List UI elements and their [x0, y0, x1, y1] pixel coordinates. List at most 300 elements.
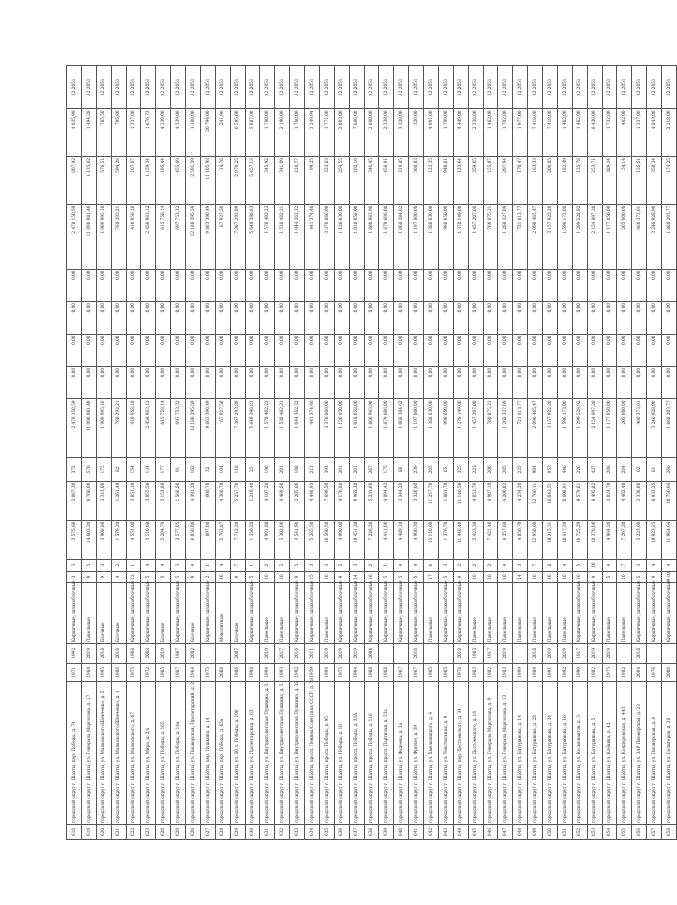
table-cell: 628 — [156, 824, 171, 839]
table-cell: 0,00 — [81, 334, 96, 366]
table-cell: 3 157 922,20 — [543, 399, 558, 457]
table-cell: 0,00 — [528, 269, 543, 301]
table-cell: 11 105,98 — [200, 157, 215, 205]
table-cell: 2 154 897,20 — [587, 399, 602, 457]
table-cell: 5 — [290, 559, 305, 571]
table-cell: 0,00 — [424, 302, 439, 334]
table-cell: городской округ г. Шахты, ул. Генерала Маргелова, д. 9 — [483, 681, 498, 824]
table-cell: 1 879 606,00 — [379, 204, 394, 269]
table-cell: 0,00 — [394, 334, 409, 366]
table-cell: 10 — [275, 571, 290, 583]
table-cell — [215, 644, 230, 663]
table-cell: Кирпичные, шлакоблочные — [379, 583, 394, 644]
table-cell: 0,00 — [230, 269, 245, 301]
table-cell: 12 — [126, 571, 141, 583]
table-cell: 1982 — [483, 663, 498, 681]
table-cell: Кирпичные, шлакоблочные — [587, 583, 602, 644]
table-cell: городской округ г. Шахты, ул. Селигеров, д. 28 — [662, 681, 677, 824]
table-cell: 12.2051 — [572, 66, 587, 109]
table-cell: Панельные — [81, 583, 96, 644]
table-row — [305, 66, 320, 840]
table-cell: Кирпичные, шлакоблочные — [453, 583, 468, 644]
table-cell: 345,92 — [260, 157, 275, 205]
table-cell: 1 108,00 — [186, 109, 201, 157]
table-cell: 0,00 — [230, 302, 245, 334]
table-cell: 8 495,82 — [587, 481, 602, 520]
table-cell: 1 159,34 — [141, 157, 156, 205]
table-cell: 205 — [498, 457, 513, 481]
table-cell: 1 578 402,23 — [260, 204, 275, 269]
table-cell: 4 — [215, 559, 230, 571]
table-cell: городской округ г. Шахты, пер. Пушкина, д. 14 — [200, 681, 215, 824]
table-cell: 460 373,01 — [632, 204, 647, 269]
table-cell: 2 — [260, 559, 275, 571]
table-row — [632, 66, 647, 840]
table-cell: 0,00 — [67, 334, 82, 366]
table-cell: 0,00 — [424, 367, 439, 399]
table-cell: 0,00 — [632, 269, 647, 301]
table-cell: Блочные — [111, 583, 126, 644]
table-cell: Панельные — [557, 583, 572, 644]
table-cell: 2004 — [364, 644, 379, 663]
table-cell: 1992 — [290, 663, 305, 681]
table-cell: 4 — [647, 559, 662, 571]
table-cell: Монолитные — [215, 583, 230, 644]
table-cell: Блочные — [156, 583, 171, 644]
table-cell: 284 — [617, 457, 632, 481]
table-cell: 807,92 — [67, 157, 82, 205]
table-cell: 0,00 — [647, 334, 662, 366]
table-cell: городской округ г. Шахты, ул. Мира, д. 2/а — [141, 681, 156, 824]
table-cell: 12.2051 — [587, 66, 602, 109]
table-cell: 0,00 — [171, 367, 186, 399]
table-cell: 155,07 — [483, 157, 498, 205]
table-cell: 0,00 — [171, 269, 186, 301]
table-cell: 0,00 — [81, 367, 96, 399]
table-cell: 5 294,70 — [156, 520, 171, 559]
table-cell: 0,00 — [111, 269, 126, 301]
table-cell: 201 — [334, 457, 349, 481]
table-cell: 1992 — [557, 663, 572, 681]
table-cell: Кирпичные, шлакоблочные — [141, 583, 156, 644]
table-cell: 0,00 — [319, 269, 334, 301]
table-cell: 3 — [513, 559, 528, 571]
table-row — [498, 66, 513, 840]
table-cell: 0,00 — [364, 302, 379, 334]
table-cell: 2017 — [275, 644, 290, 663]
table-cell: 12.2051 — [245, 66, 260, 109]
table-cell: 7 367 293,89 — [230, 399, 245, 457]
table-cell: 1965 — [156, 663, 171, 681]
table-cell: 0,00 — [245, 269, 260, 301]
table-cell: 6 595,00 — [230, 109, 245, 157]
table-cell: 5 — [275, 559, 290, 571]
table-cell: 5 302,00 — [275, 520, 290, 559]
table-cell: 0,00 — [349, 367, 364, 399]
table-cell: городской округ г. Шахты, просп. Победы, д. 116 — [364, 681, 379, 824]
table-cell: городской округ г. Шахты, ул. Батуринова, д. 5 — [587, 681, 602, 824]
table-cell: 0,00 — [126, 367, 141, 399]
table-cell: 14 603,20 — [81, 520, 96, 559]
table-cell: 16 — [364, 571, 379, 583]
table-cell: 768 292,21 — [111, 204, 126, 269]
table-cell: 2 003,00 — [334, 109, 349, 157]
table-cell: 1 538 482,21 — [275, 399, 290, 457]
table-cell: 998 650,00 — [438, 399, 453, 457]
table-cell: 2 — [111, 559, 126, 571]
table-cell: 760 875,21 — [483, 204, 498, 269]
table-cell: 0,00 — [111, 302, 126, 334]
table-cell: 1 494,28 — [81, 109, 96, 157]
table-cell: 389,34 — [602, 157, 617, 205]
table-cell: 4 — [111, 571, 126, 583]
table-cell: Блочные — [96, 583, 111, 644]
table-cell: 1 388 630,00 — [424, 204, 439, 269]
table-cell: 2004 — [632, 663, 647, 681]
table-cell: 12.2051 — [513, 66, 528, 109]
table-cell: Кирпичные, шлакоблочные — [290, 583, 305, 644]
table-cell: 4 469,50 — [275, 481, 290, 520]
table-cell: 86 — [394, 457, 409, 481]
table-cell: Кирпичные, шлакоблочные — [632, 583, 647, 644]
table-row — [245, 66, 260, 840]
table-cell: 12.2051 — [468, 66, 483, 109]
table-cell: 10 — [617, 571, 632, 583]
table-row — [409, 66, 424, 840]
table-cell: 697 753,32 — [171, 204, 186, 269]
table-cell: 1 337,00 — [632, 109, 647, 157]
table-cell: 1 018 058,00 — [349, 204, 364, 269]
table-cell: 241,96 — [215, 109, 230, 157]
table-cell: 2019 — [349, 644, 364, 663]
table-cell: 12.2051 — [200, 66, 215, 109]
table-cell: 12.2051 — [647, 66, 662, 109]
table-cell: 5 649 396,83 — [245, 399, 260, 457]
table-cell: 0,00 — [81, 269, 96, 301]
table-cell: 623 — [141, 824, 156, 839]
table-cell: 629 — [230, 824, 245, 839]
table-cell: городской округ г. Шахты, ул. Пролетарская, д. 63 — [245, 681, 260, 824]
table-cell: Панельные — [528, 583, 543, 644]
table-cell: 6 050,00 — [186, 520, 201, 559]
table-cell: 0,00 — [409, 367, 424, 399]
table-cell: 1998 — [245, 663, 260, 681]
table-cell: 0,00 — [483, 334, 498, 366]
table-cell: 359,65 — [468, 157, 483, 205]
table-row — [290, 66, 305, 840]
table-cell: 11 090 981,40 — [81, 204, 96, 269]
table-cell: 0,00 — [141, 269, 156, 301]
table-cell: 0,00 — [647, 302, 662, 334]
table-cell: 1994 — [319, 663, 334, 681]
table-cell: 0,00 — [334, 269, 349, 301]
table-cell: городской округ г. Шахты, ул. Маяковского, д. 67 — [126, 681, 141, 824]
table-cell: 634 — [305, 824, 320, 839]
table-cell: 1 462,00 — [483, 109, 498, 157]
table-cell: 446 — [557, 457, 572, 481]
table-cell: 62 — [632, 457, 647, 481]
table-cell: Панельные — [483, 583, 498, 644]
table-cell: 4 449,00 — [453, 109, 468, 157]
table-cell: 0,00 — [498, 334, 513, 366]
table-cell: 3 — [96, 559, 111, 571]
table-cell: 2 338,00 — [379, 109, 394, 157]
table-cell: 12.2051 — [260, 66, 275, 109]
table-cell: 619 — [81, 824, 96, 839]
table-cell: 0,00 — [513, 334, 528, 366]
table-cell: 632 — [275, 824, 290, 839]
table-cell: 7 418,00 — [528, 109, 543, 157]
table-cell: 1 061,70 — [438, 481, 453, 520]
table-cell: 0,00 — [572, 367, 587, 399]
table-row — [215, 66, 230, 840]
table-cell: 1982 — [617, 663, 632, 681]
table-cell: 631 — [260, 824, 275, 839]
table-cell: городской округ г. Шахты, ул. Внутрисоветская Пушкина, д. 5 — [275, 681, 290, 824]
table-cell: 3 320,00 — [409, 481, 424, 520]
table-cell: 0,00 — [587, 367, 602, 399]
table-cell: 0,00 — [379, 302, 394, 334]
table-cell: 4 035,99 — [67, 109, 82, 157]
table-cell: 11 446,40 — [453, 520, 468, 559]
table-row — [662, 66, 677, 840]
table-cell: 0,00 — [171, 334, 186, 366]
table-cell: 441 374,46 — [305, 399, 320, 457]
table-cell: 1994 — [349, 663, 364, 681]
table-cell: 210,77 — [290, 157, 305, 205]
table-cell: 67 927,50 — [215, 204, 230, 269]
table-cell: 4 446,93 — [305, 481, 320, 520]
table-cell: 12 180 395,59 — [186, 204, 201, 269]
table-cell: городской округ г. Шахты, ул. Победы, д. 14а — [171, 681, 186, 824]
table-cell: 646 — [483, 824, 498, 839]
table-cell: 3 — [67, 559, 82, 571]
table-row — [394, 66, 409, 840]
table-cell: 0,00 — [319, 302, 334, 334]
table-cell: 1994 — [260, 663, 275, 681]
table-cell: 10 923,25 — [647, 520, 662, 559]
table-cell: 2018 — [111, 644, 126, 663]
table-cell: 2006 — [662, 663, 677, 681]
table-cell: 5 — [334, 559, 349, 571]
table-row — [602, 66, 617, 840]
table-cell: 0,00 — [468, 269, 483, 301]
table-cell: 427 — [587, 457, 602, 481]
table-cell: 2008 — [215, 663, 230, 681]
table-cell: 10 — [468, 571, 483, 583]
table-cell: городской округ г. Шахты, ул. Батуринова, д. 28 — [528, 681, 543, 824]
table-cell: 4 551,00 — [126, 520, 141, 559]
table-cell: 4 — [662, 559, 677, 571]
table-cell: 5 — [379, 571, 394, 583]
table-cell: 7 699,50 — [319, 481, 334, 520]
table-cell: 1 538 482,21 — [275, 204, 290, 269]
table-cell: 0,00 — [290, 334, 305, 366]
table-cell: 0,00 — [602, 269, 617, 301]
table-cell: 1 732,00 — [602, 109, 617, 157]
table-cell: 12.2051 — [215, 66, 230, 109]
table-cell: 1971 — [67, 663, 82, 681]
table-cell: 2018 — [96, 644, 111, 663]
table-cell: 0,00 — [587, 302, 602, 334]
table-cell: 10 — [543, 571, 558, 583]
table-cell: Кирпичные, шлакоблочные — [394, 583, 409, 644]
table-cell: 3 205,60 — [290, 481, 305, 520]
table-cell: 649 — [528, 824, 543, 839]
table-cell: 622 — [126, 824, 141, 839]
table-cell: городской округ г. Шахты, ул. Пионерская, д. 6 — [647, 681, 662, 824]
table-cell: 2018 — [632, 644, 647, 663]
table-cell: 0,00 — [632, 367, 647, 399]
table-cell: 0,00 — [156, 334, 171, 366]
table-cell: 639 — [379, 824, 394, 839]
table-cell: 226 — [572, 457, 587, 481]
table-cell: 11 257,70 — [424, 481, 439, 520]
table-cell: 1 868 203,77 — [662, 204, 677, 269]
table-cell: 652 — [572, 824, 587, 839]
table-cell: 0,00 — [334, 367, 349, 399]
table-cell: 1 868 203,77 — [662, 399, 677, 457]
table-cell: 1 299 528,92 — [572, 204, 587, 269]
table-cell: 5 — [394, 571, 409, 583]
table-cell: 10 — [557, 571, 572, 583]
table-cell: 5 — [632, 571, 647, 583]
table-cell: Панельные — [543, 583, 558, 644]
table-cell: 67 927,50 — [215, 399, 230, 457]
table-cell: 0,00 — [260, 367, 275, 399]
table-cell: 0,00 — [319, 367, 334, 399]
table-cell: 1 — [200, 559, 215, 571]
table-cell: 11 146,50 — [453, 481, 468, 520]
table-cell: 5 — [245, 571, 260, 583]
table-cell: 1 799,00 — [438, 109, 453, 157]
table-cell: 1 596 173,00 — [557, 204, 572, 269]
table-cell: 0,00 — [647, 269, 662, 301]
table-cell: 0,00 — [215, 269, 230, 301]
table-cell: 0,00 — [230, 367, 245, 399]
table-cell: 620 — [96, 824, 111, 839]
table-cell: 0,00 — [260, 269, 275, 301]
table-cell: 0,00 — [349, 302, 364, 334]
table-cell: 0,00 — [409, 334, 424, 366]
table-cell: 15 — [305, 571, 320, 583]
table-cell: 647 — [498, 824, 513, 839]
table-cell: 1976 — [647, 663, 662, 681]
table-cell: 1 135,62 — [81, 157, 96, 205]
table-cell: 0,00 — [513, 367, 528, 399]
table-cell: 108 — [290, 457, 305, 481]
table-cell: 5 223,60 — [632, 520, 647, 559]
table-cell: 3 330,00 — [632, 481, 647, 520]
table-cell: 1999 — [513, 663, 528, 681]
table-cell: 0,00 — [111, 334, 126, 366]
table-cell: 5 457,13 — [245, 157, 260, 205]
table-cell: Блочные — [186, 583, 201, 644]
table-cell: 12.2051 — [394, 66, 409, 109]
table-cell: городской округ г. Шахты, ул. Генерала Маргелова, д. 13 — [498, 681, 513, 824]
table-cell: 3 024,70 — [602, 481, 617, 520]
table-cell: 0,00 — [483, 302, 498, 334]
table-cell: 2008 — [141, 644, 156, 663]
table-cell: 2016 — [290, 644, 305, 663]
table-cell: городской округ г. Шахты, пер. Победы, д. 74 — [67, 681, 82, 824]
table-cell: 460 373,01 — [632, 399, 647, 457]
table-row — [319, 66, 334, 840]
table-cell: 1 197 800,00 — [409, 204, 424, 269]
table-cell: 104 — [215, 457, 230, 481]
table-cell: 2002 — [186, 644, 201, 663]
table-cell: 10 417,30 — [557, 520, 572, 559]
table-cell: 1989 — [528, 663, 543, 681]
table-cell: 183,49 — [557, 157, 572, 205]
table-cell — [379, 644, 394, 663]
table-cell: 0,00 — [557, 334, 572, 366]
table-cell: городской округ г. Шахты, просп. Победы, д. 33А — [349, 681, 364, 824]
table-row — [126, 66, 141, 840]
table-cell: 206 — [483, 457, 498, 481]
table-cell: 1917 — [483, 644, 498, 663]
table-cell: 18 315,31 — [543, 520, 558, 559]
table-cell: 0,00 — [557, 269, 572, 301]
table-cell: 12.2051 — [602, 66, 617, 109]
table-cell: 12.2051 — [126, 66, 141, 109]
table-cell: 12.2051 — [528, 66, 543, 109]
table-cell: 0,00 — [587, 334, 602, 366]
table-cell: городской округ г. Шахты, просп. Победы, д. 95 — [319, 681, 334, 824]
table-cell: 0,00 — [483, 367, 498, 399]
table-cell: 3 313,00 — [96, 481, 111, 520]
table-cell: 3 — [632, 559, 647, 571]
table-cell: 651 — [557, 824, 572, 839]
table-cell: 12.2051 — [364, 66, 379, 109]
table-cell: 633 — [290, 824, 305, 839]
table-cell: 1 376,70 — [438, 520, 453, 559]
table-cell: Блочные — [230, 583, 245, 644]
table-cell: 1 197 800,00 — [409, 399, 424, 457]
table-cell: 9-10 — [662, 571, 677, 583]
table-cell: 12.2051 — [67, 66, 82, 109]
table-cell: 205 — [424, 457, 439, 481]
table-cell: 1 337,00 — [126, 109, 141, 157]
table-cell: 0,00 — [468, 367, 483, 399]
table-cell: 0,00 — [275, 302, 290, 334]
table-cell: 1 462,00 — [557, 109, 572, 157]
table-cell: 16 043,51 — [543, 481, 558, 520]
table-cell: 0,00 — [453, 302, 468, 334]
table-cell: 2019 — [557, 644, 572, 663]
table-cell: 0,00 — [305, 302, 320, 334]
table-cell: 2 860,00 — [364, 109, 379, 157]
table-cell: 0,00 — [409, 269, 424, 301]
table-cell: 0,00 — [438, 367, 453, 399]
table-cell: 458,91 — [379, 157, 394, 205]
table-cell: городской округ г. Шахты, просп. Ленина/Советская СССР, д. 78 — [305, 681, 320, 824]
table-row — [141, 66, 156, 840]
table-cell: 1 126 630,00 — [334, 399, 349, 457]
table-cell: 0,00 — [453, 269, 468, 301]
table-cell: 0,00 — [528, 302, 543, 334]
table-cell: городской округ г. Шахты, ул. Клёвика, д. 42 — [602, 681, 617, 824]
table-cell: 10 — [319, 571, 334, 583]
table-cell: 7 — [230, 559, 245, 571]
table-cell: 9 — [186, 571, 201, 583]
table-cell: 648 — [513, 824, 528, 839]
table-cell: городской округ г. Шахты, ул. Фрунзе, д. 39 — [409, 681, 424, 824]
table-cell: 9 — [81, 571, 96, 583]
table-cell: 1967 — [394, 663, 409, 681]
table-cell: Кирпичные, шлакоблочные — [364, 583, 379, 644]
table-cell: 2019 — [602, 644, 617, 663]
